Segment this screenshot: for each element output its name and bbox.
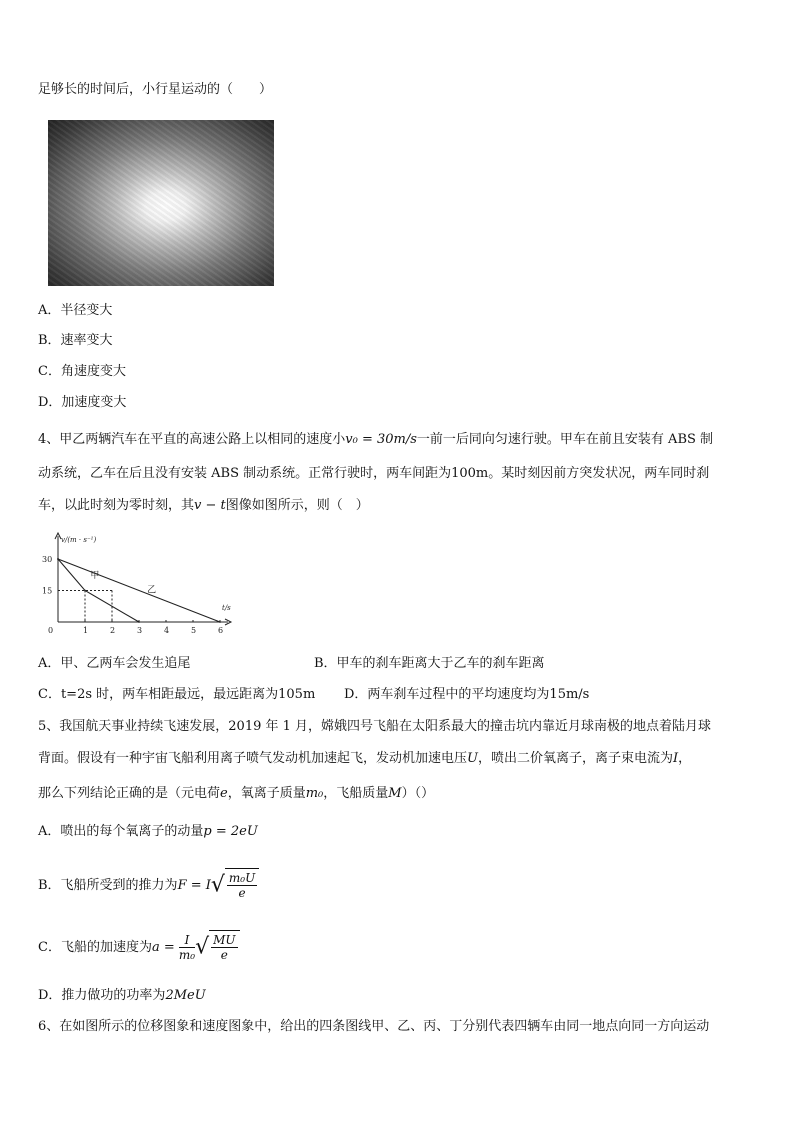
series-point [57, 558, 59, 560]
q5-line3-m: M [388, 786, 402, 801]
q5-line2-u: U [467, 751, 478, 766]
q5-option-c-num1: I [179, 933, 195, 948]
q5-line3 [38, 784, 434, 804]
x-tick-label: 4 [164, 626, 170, 635]
x-tick-label: 6 [218, 626, 224, 635]
q4-option-c: C．t=2s 时，两车相距最远，最远距离为105m [38, 687, 316, 702]
q4-line1-math: v₀ = 30m/s [345, 432, 417, 447]
q5-option-b-num: m₀U [228, 871, 256, 885]
q4-line1-post: 一前一后同向匀速行驶。甲车在前且安装有 ABS 制 [416, 432, 714, 447]
x-tick-label: 5 [191, 626, 197, 635]
q5-line2-i: I [673, 751, 679, 766]
q5-line3-pre: 那么下列结论正确的是（元电荷 [38, 786, 221, 801]
q5-option-b-text: B．飞船所受到的推力为 [38, 878, 178, 893]
q5-option-b-math: F = I [177, 878, 211, 893]
q4-line2: 动系统，乙车在后且没有安装 ABS 制动系统。正常行驶时，两车间距为100m。某时刻因前方突发状况，两车同时刹 [38, 466, 710, 481]
y-tick-label: 15 [42, 586, 53, 596]
y-tick-label: 30 [42, 555, 53, 564]
q5-option-c-den2: e [220, 948, 228, 962]
q5-option-b [38, 868, 259, 903]
q3-option-a: A．半径变大 [38, 303, 113, 318]
series-label-yi: 乙 [147, 585, 157, 596]
series-point [138, 621, 140, 623]
q5-option-d [38, 986, 206, 1006]
q5-option-d-text: D．推力做功的功率为 [38, 988, 166, 1003]
q5-line3-mid2: ，飞船质量 [323, 786, 389, 801]
q5-line2-end: ， [678, 751, 692, 766]
sqrt-sign-icon: √ [195, 934, 210, 960]
y-axis-label: v/(m · s⁻¹) [61, 536, 97, 544]
q4-line3-pre: 车，以此时刻为零时刻，其 [38, 498, 195, 513]
q5-line3-e: e [220, 786, 228, 801]
q4-option-b: B．甲车的刹车距离大于乙车的刹车距离 [314, 656, 545, 671]
q4-line1 [38, 430, 713, 450]
series-point [219, 621, 221, 623]
q5-line3-mid: ，氧离子质量 [227, 786, 306, 801]
q5-line3-m0: m₀ [305, 786, 324, 801]
asteroid-photo [48, 120, 274, 286]
q6-line1: 6、在如图所示的位移图象和速度图象中，给出的四条图线甲、乙、丙、丁分别代表四辆车由同一地点向同一方向运动 [38, 1019, 710, 1034]
q5-line1: 5、我国航天事业持续飞速发展，2019 年 1 月，嫦娥四号飞船在太阳系最大的撞击坑内靠近月球南极的地点着陆月球 [38, 719, 712, 734]
q3-option-c: C．角速度变大 [38, 364, 126, 379]
q5-option-a-math: p = 2eU [203, 824, 258, 839]
q5-line2-pre: 背面。假设有一种宇宙飞船利用离子喷气发动机加速起飞，发动机加速电压 [38, 751, 468, 766]
q5-option-c-den1: m₀ [178, 948, 196, 962]
q5-option-c-text: C．飞船的加速度为 [38, 940, 152, 955]
x-axis-label: t/s [222, 604, 231, 612]
q5-option-c [38, 930, 240, 965]
q4-line3-post: 图像如图所示，则（ ） [225, 498, 369, 513]
q4-line3 [38, 496, 369, 516]
q5-line2 [38, 749, 691, 769]
series-point [84, 590, 86, 592]
q3-stem-end: 足够长的时间后，小行星运动的（ ） [38, 82, 273, 97]
q5-option-a [38, 822, 258, 842]
q4-line3-math: v − t [194, 498, 226, 513]
x-tick-label: 3 [137, 626, 143, 635]
q5-line3-end: ）（） [401, 786, 435, 801]
q5-option-b-den: e [238, 886, 246, 900]
q5-option-d-math: 2MeU [165, 988, 206, 1003]
q4-line1-pre: 4、甲乙两辆汽车在平直的高速公路上以相同的速度小 [38, 432, 346, 447]
x-tick-label: 2 [110, 626, 116, 635]
series-label-jia: 甲 [90, 570, 100, 581]
vt-chart [38, 530, 248, 640]
q5-line2-mid: ，喷出二价氧离子，离子束电流为 [477, 751, 673, 766]
x-tick-label: 1 [83, 626, 89, 635]
q3-option-b: B．速率变大 [38, 333, 113, 348]
q5-option-c-num2: MU [213, 933, 236, 947]
q3-option-d: D．加速度变大 [38, 395, 127, 410]
q4-option-a: A．甲、乙两车会发生追尾 [38, 656, 191, 671]
x-tick-label: 0 [48, 626, 54, 635]
q5-option-a-text: A．喷出的每个氧离子的动量 [38, 824, 204, 839]
q5-option-c-math: a = [151, 940, 175, 955]
q4-option-d: D．两车刹车过程中的平均速度均为15m/s [344, 687, 590, 702]
sqrt-sign-icon: √ [210, 872, 225, 898]
